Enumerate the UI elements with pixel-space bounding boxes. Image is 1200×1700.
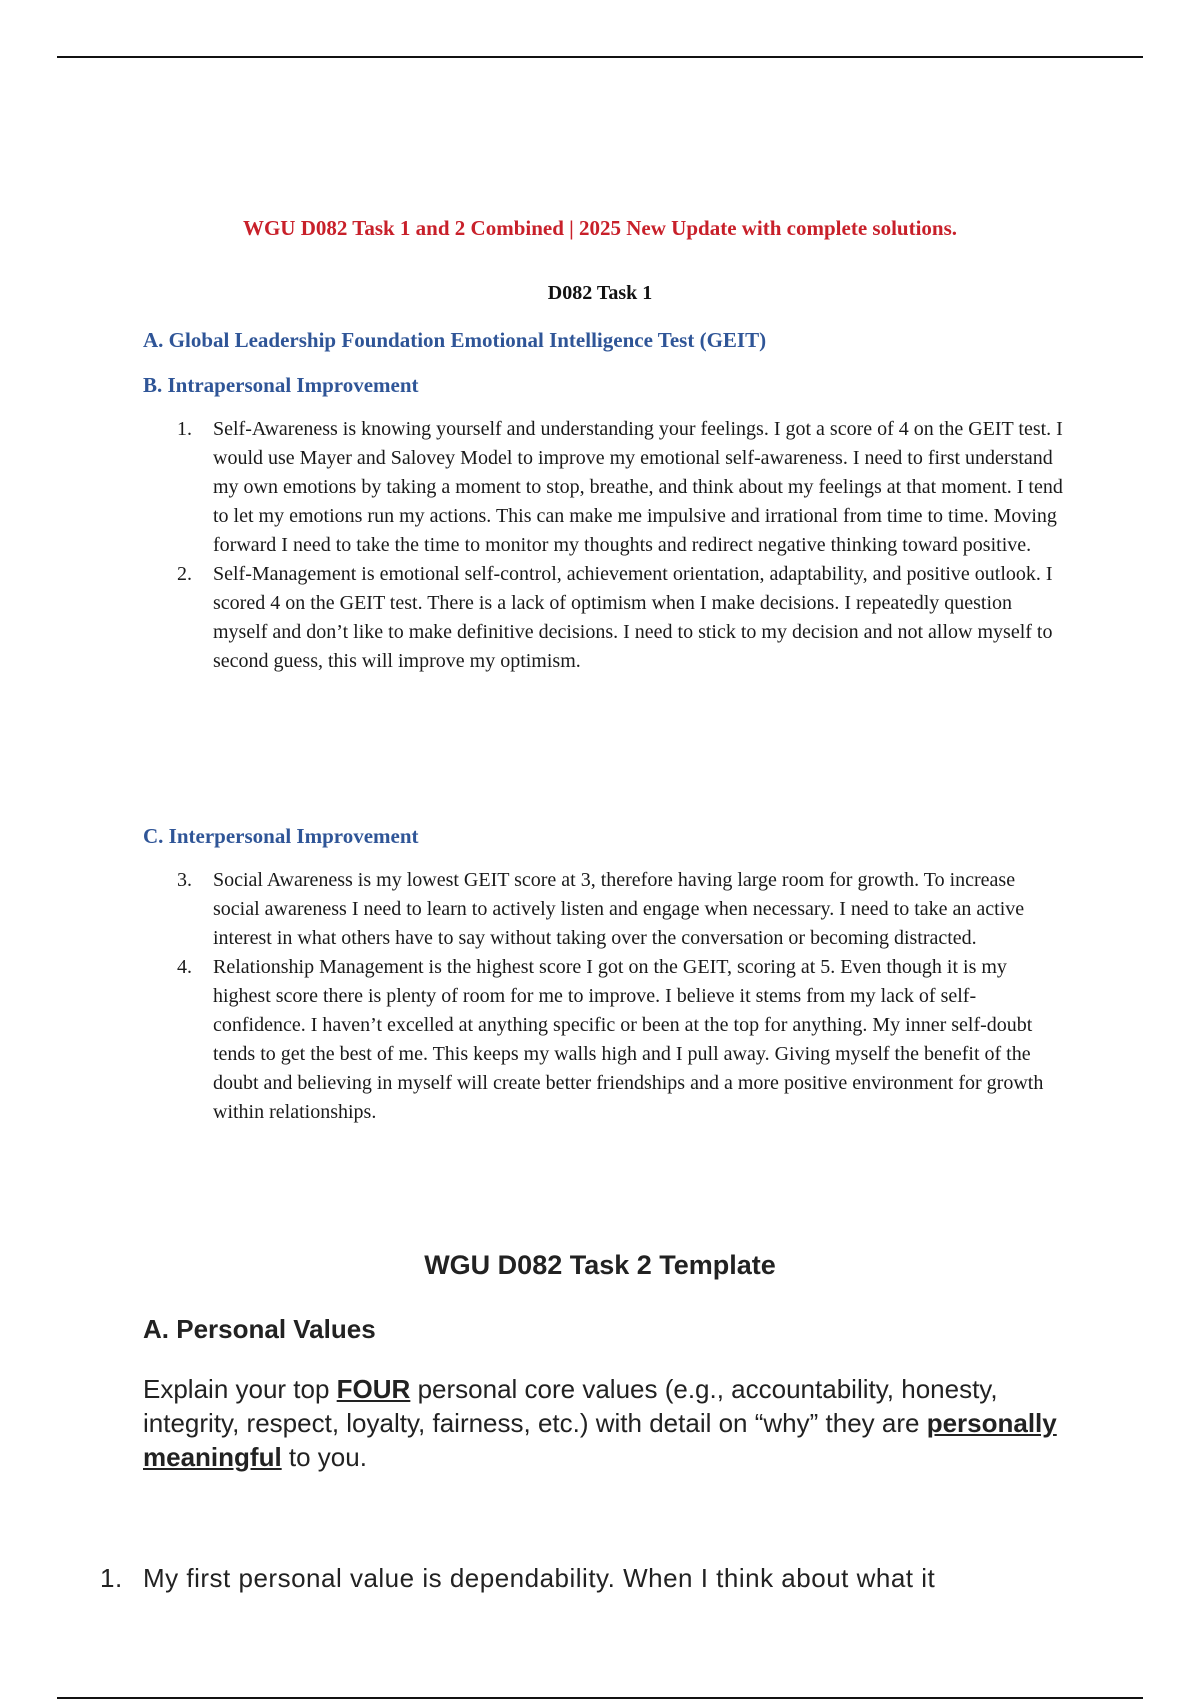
document-title: WGU D082 Task 1 and 2 Combined | 2025 New Update with complete solutions.: [242, 216, 958, 240]
item-text: My first personal value is dependability. When I think about what it: [143, 1563, 936, 1593]
list-item: [143, 866, 1063, 953]
prompt-emphasis-meaningful: personally meaningful: [143, 1408, 1057, 1472]
prompt-text: Explain your top: [143, 1374, 337, 1404]
section-b-heading: B. Intrapersonal Improvement: [143, 373, 419, 397]
prompt-text: to you.: [281, 1442, 367, 1472]
top-rule: [57, 56, 1143, 58]
item-text: Social Awareness is my lowest GEIT score at 3, therefore having large room for growth. To increase social awareness I need to learn to actively listen and engage when necessary. I need to take an active interest in what others have to say without taking over the conversation or becoming distracted.: [213, 869, 1025, 949]
bottom-rule: [57, 1697, 1143, 1699]
task2-title: WGU D082 Task 2 Template: [424, 1250, 776, 1280]
intrapersonal-list: [143, 415, 1063, 676]
list-item: [143, 415, 1063, 560]
explain-prompt: [143, 1372, 1063, 1474]
list-item: [143, 560, 1063, 676]
item-text: Self-Awareness is knowing yourself and understanding your feelings. I got a score of 4 on the GEIT test. I would use Mayer and Salovey Model to improve my emotional self-awareness. I need to first understand my own emotions by taking a moment to stop, breathe, and think about my feelings at that moment. I tend to let my emotions run my actions. This can make me impulsive and irrational from time to time. Moving forward I need to take the time to monitor my thoughts and redirect negative thinking toward positive.: [213, 418, 1063, 556]
personal-values-heading: A. Personal Values: [143, 1314, 376, 1344]
first-value-item: [100, 1563, 1080, 1594]
item-number: 1.: [100, 1563, 123, 1593]
prompt-emphasis-four: FOUR: [336, 1374, 411, 1404]
item-text: Self-Management is emotional self-control, achievement orientation, adaptability, and positive outlook. I scored 4 on the GEIT test. There is a lack of optimism when I make decisions. I repeatedly question myself and don’t like to make definitive decisions. I need to stick to my decision and not allow myself to second guess, this will improve my optimism.: [213, 563, 1053, 672]
item-number: 4.: [177, 956, 192, 978]
task1-title: D082 Task 1: [547, 282, 653, 304]
item-number: 3.: [177, 869, 192, 891]
interpersonal-list: [143, 866, 1063, 1127]
item-text: Relationship Management is the highest score I got on the GEIT, scoring at 5. Even though it is my highest score there is plenty of room for me to improve. I believe it stems from my lack of self-confidence. I haven’t excelled at anything specific or been at the top for anything. My inner self-doubt tends to get the best of me. This keeps my walls high and I pull away. Giving myself the benefit of the doubt and believing in myself will create better friendships and a more positive environment for growth within relationships.: [213, 956, 1044, 1123]
section-a-heading: A. Global Leadership Foundation Emotional Intelligence Test (GEIT): [143, 328, 767, 352]
prompt-text: personal core values (e.g., accountability, honesty, integrity, respect, loyalty, fairness, etc.) with detail on “why” they are: [143, 1374, 998, 1438]
item-number: 1.: [177, 418, 192, 440]
item-number: 2.: [177, 563, 192, 585]
section-c-heading: C. Interpersonal Improvement: [143, 824, 419, 848]
list-item: [143, 953, 1063, 1127]
